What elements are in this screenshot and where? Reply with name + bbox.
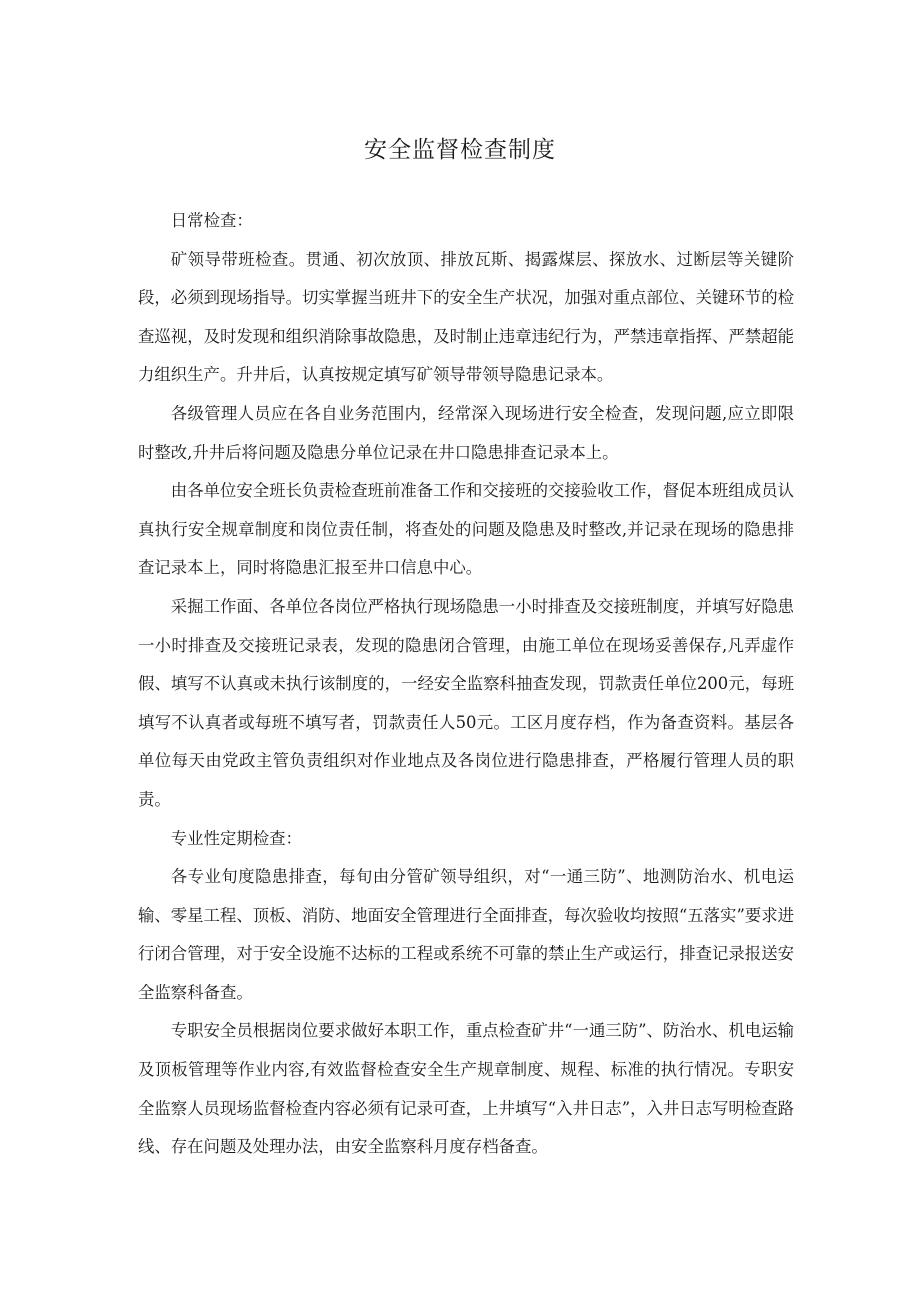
paragraph-team-leader-inspection: 由各单位安全班长负责检查班前准备工作和交接班的交接验收工作，督促本班组成员认真执行安全规章制度和岗位责任制，将查处的问题及隐患及时整改,并记录在现场的隐患排查记录本上，同时将隐患汇报至井口信息中心。	[138, 481, 794, 578]
section-heading-daily-inspection: 日常检查：	[170, 211, 253, 230]
paragraph-safety-officer-duties: 专职安全员根据岗位要求做好本职工作，重点检查矿井“一通三防”、防治水、机电运输及顶板管理等作业内容,有效监督检查安全生产规章制度、规程、标准的执行情况。专职安全监察人员现场监督检查内容必须有记录可查，上井填写“入井日志”，入井日志写明检查路线、存在问题及处理办法，由安全监察科月度存档备查。	[138, 1021, 795, 1157]
paragraph-hourly-hazard-check: 采掘工作面、各单位各岗位严格执行现场隐患一小时排查及交接班制度，并填写好隐患一小时排查及交接班记录表，发现的隐患闭合管理，由施工单位在现场妥善保存,凡弄虚作假、填写不认真或未执行该制度的，一经安全监察科抽查发现，罚款责任单位200元，每班填写不认真者或每班不填写者，罚款责任人50元。工区月度存档，作为备查资料。基层各单位每天由党政主管负责组织对作业地点及各岗位进行隐患排查，严格履行管理人员的职责。	[138, 596, 794, 809]
paragraph-ten-day-hazard-check: 各专业旬度隐患排查，每旬由分管矿领导组织，对“一通三防”、地测防治水、机电运输、零星工程、顶板、消防、地面安全管理进行全面排查，每次验收均按照“五落实”要求进行闭合管理，对于安全设施不达标的工程或系统不可靠的禁止生产或运行，排查记录报送安全监察科备查。	[138, 867, 794, 1002]
paragraph-management-inspection: 各级管理人员应在各自业务范围内，经常深入现场进行安全检查，发现问题,应立即限时整改,升井后将问题及隐患分单位记录在井口隐患排查记录本上。	[138, 403, 794, 462]
section-heading-periodic-inspection: 专业性定期检查：	[170, 828, 302, 848]
page-title: 安全监督检查制度	[364, 137, 556, 163]
document-body	[138, 202, 794, 1167]
paragraph-mine-leader-inspection: 矿领导带班检查。贯通、初次放顶、排放瓦斯、揭露煤层、探放水、过断层等关键阶段，必须到现场指导。切实掌握当班井下的安全生产状况，加强对重点部位、关键环节的检查巡视，及时发现和组织消除事故隐患，及时制止违章违纪行为，严禁违章指挥、严禁超能力组织生产。升井后，认真按规定填写矿领导带领导隐患记录本。	[138, 249, 794, 385]
